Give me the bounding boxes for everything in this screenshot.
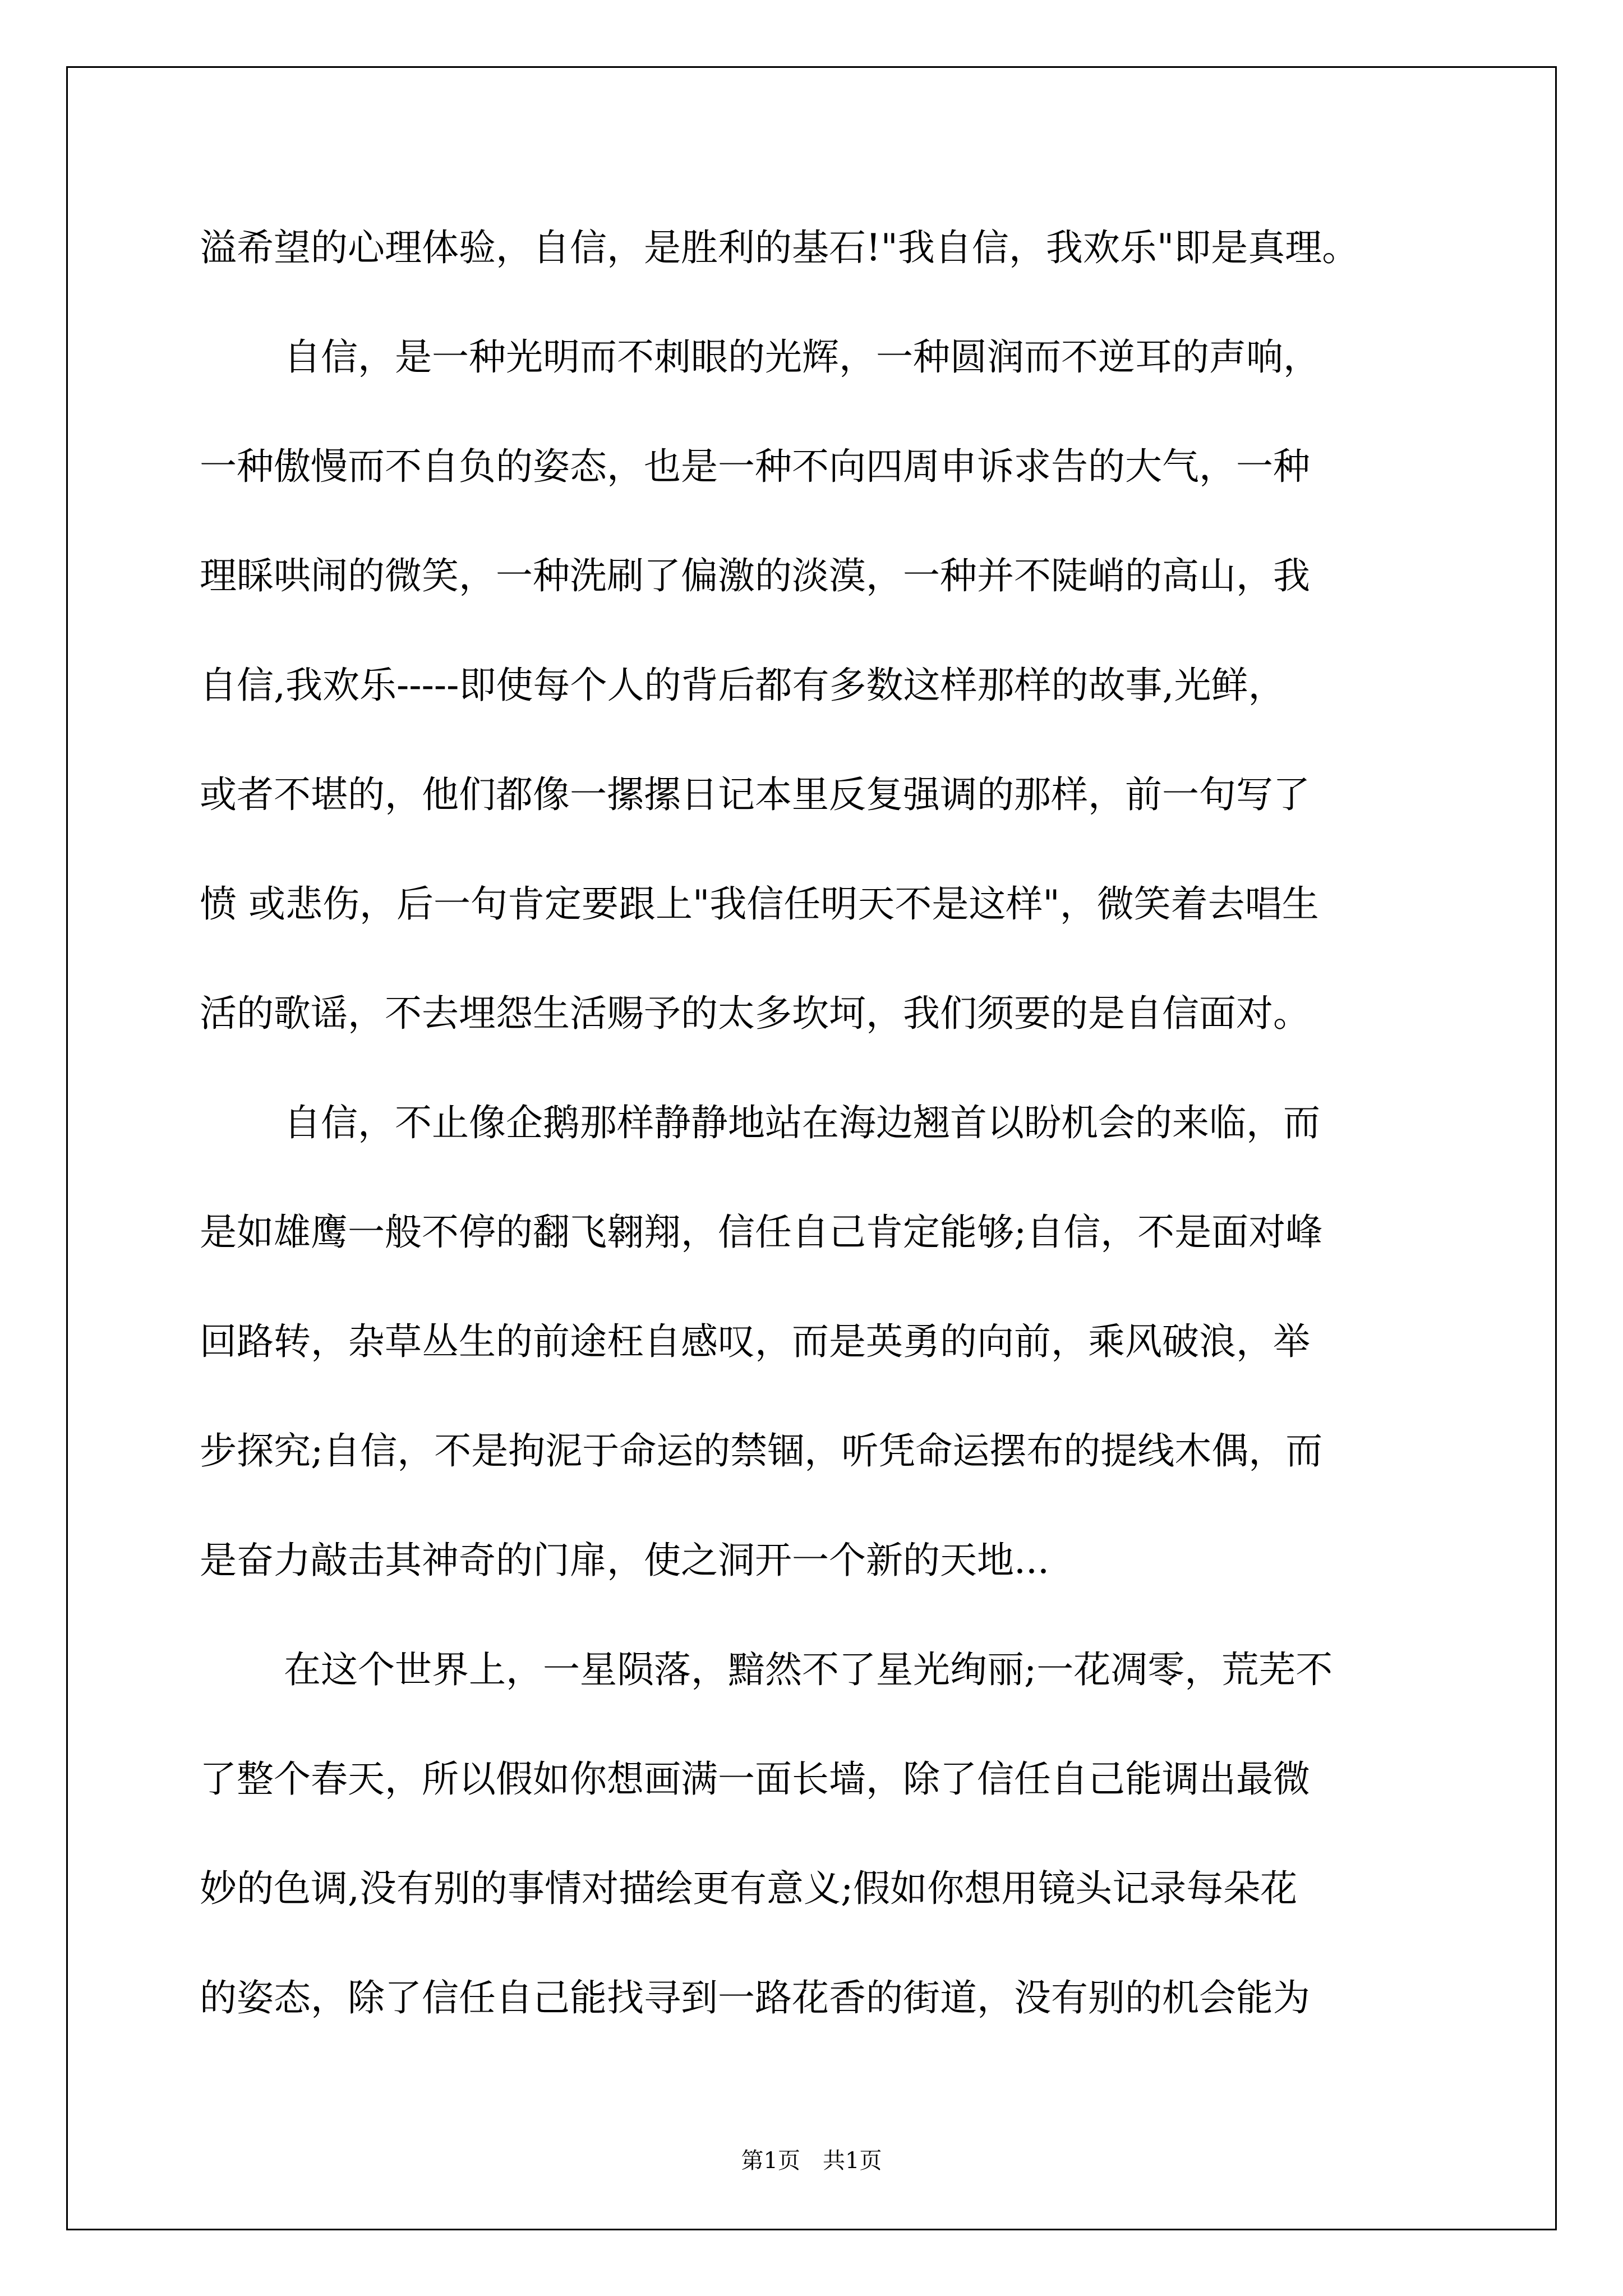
text-line: 是如雄鹰一般不停的翻飞翱翔，信任自己肯定能够;自信，不是面对峰 <box>200 1211 1323 1254</box>
text-line: 回路转，杂草丛生的前途枉自感叹，而是英勇的向前，乘风破浪，举 <box>200 1320 1310 1363</box>
text-line: 溢希望的心理体验，自信，是胜利的基石!"我自信，我欢乐"即是真理。 <box>200 226 1359 269</box>
text-line: 是奋力敲击其神奇的门扉，使之洞开一个新的天地... <box>200 1539 1049 1582</box>
text-line: 或者不堪的，他们都像一摞摞日记本里反复强调的那样，前一句写了 <box>200 773 1310 816</box>
text-line: 妙的色调,没有别的事情对描绘更有意义;假如你想用镜头记录每朵花 <box>200 1867 1298 1910</box>
text-line: 活的歌谣，不去埋怨生活赐予的太多坎坷，我们须要的是自信面对。 <box>200 992 1310 1035</box>
text-line: 一种傲慢而不自负的姿态，也是一种不向四周申诉求告的大气，一种 <box>200 445 1310 488</box>
text-line: 步探究;自信，不是拘泥于命运的禁锢，听凭命运摆布的提线木偶，而 <box>200 1429 1323 1473</box>
text-line: 自信，是一种光明而不刺眼的光辉，一种圆润而不逆耳的声响， <box>284 335 1320 379</box>
text-line: 愤 或悲伤，后一句肯定要跟上"我信任明天不是这样"，微笑着去唱生 <box>200 882 1319 926</box>
text-line: 自信,我欢乐-----即使每个人的背后都有多数这样那样的故事,光鲜， <box>200 664 1285 707</box>
page-number-footer: 第1页 共1页 <box>741 2148 882 2174</box>
text-line: 自信，不止像企鹅那样静静地站在海边翘首以盼机会的来临，而 <box>284 1101 1320 1144</box>
text-line: 在这个世界上，一星陨落，黯然不了星光绚丽;一花凋零，荒芜不 <box>284 1648 1333 1691</box>
text-line: 的姿态，除了信任自己能找寻到一路花香的街道，没有别的机会能为 <box>200 1976 1310 2019</box>
text-line: 了整个春天，所以假如你想画满一面长墙，除了信任自己能调出最微 <box>200 1757 1310 1801</box>
text-line: 理睬哄闹的微笑，一种洗刷了偏激的淡漠，一种并不陡峭的高山，我 <box>200 554 1310 597</box>
